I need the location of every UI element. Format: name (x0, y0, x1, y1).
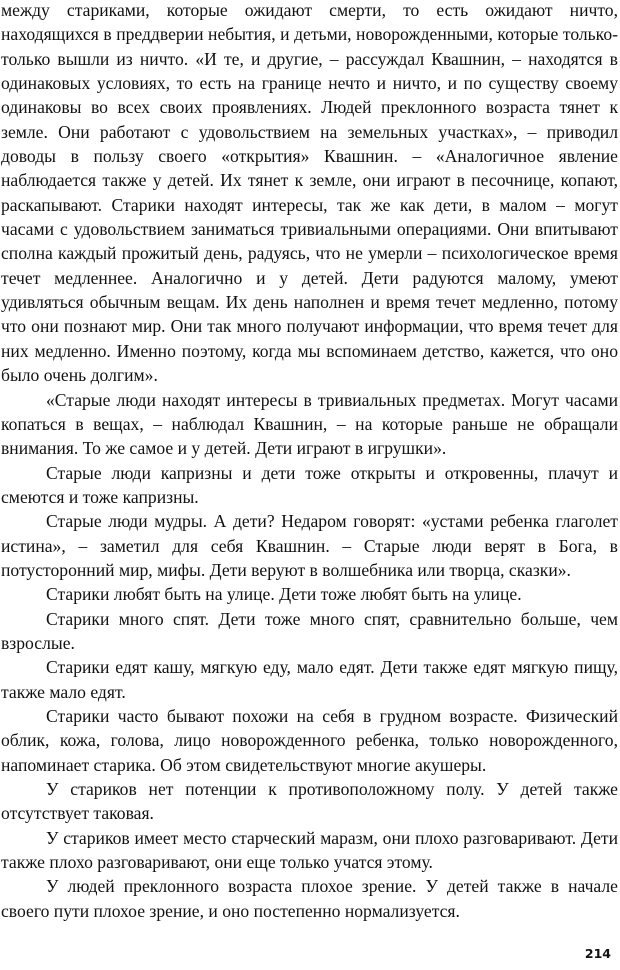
body-text (1, 0, 618, 923)
paragraph: «Старые люди находят интересы в тривиальных предметах. Могут часами копаться в вещах, – наблюдал Квашнин, – на которые раньше не обращали внимания. То же самое и у детей. Дети играют в игрушки». (1, 389, 618, 459)
paragraph: Старики много спят. Дети тоже много спят, сравнительно больше, чем взрослые. (1, 608, 618, 653)
paragraph-continued: между стариками, которые ожидают смерти, то есть ожидают ничто, находящихся в преддверии небытия, и детьми, новорожденными, которые только-только вышли из ничто. «И те, и другие, – рассуждал Квашнин, – находятся в одинаковых условиях, то есть на границе нечто и ничто, и по существу своему одинаковы во всех своих проявлениях. Людей преклонного возраста тянет к земле. Они работают с удовольствием на земельных участках», – приводил доводы в пользу своего «открытия» Квашнин. – «Аналогичное явление наблюдается также у детей. Их тянет к земле, они играют в песочнице, копают, раскапывают. Старики находят интересы, так же как дети, в малом – могут часами с удовольствием заниматься тривиальными операциями. Они впитывают сполна каждый прожитый день, радуясь, что не умерли – психологическое время течет медленнее. Аналогично и у детей. Дети радуются малому, умеют удивляться обычным вещам. Их день наполнен и время течет медленно, потому что они познают мир. Они так много получают информации, что время течет для них медленно. Именно поэтому, когда мы вспоминаем детство, кажется, что оно было очень долгим». (1, 0, 618, 386)
page-number: 214 (584, 946, 611, 961)
paragraph: Старики едят кашу, мягкую еду, мало едят. Дети также едят мягкую пищу, также мало едят. (1, 657, 618, 702)
paragraph: Старики часто бывают похожи на себя в грудном возрасте. Физический облик, кожа, голова, лицо новорожденного ребенка, только новорожденного, напоминает старика. Об этом свидетельствуют многие акушеры. (1, 705, 618, 775)
paragraph: Старые люди капризны и дети тоже открыты и откровенны, плачут и смеются и тоже капризны. (1, 462, 618, 507)
paragraph: У стариков имеет место старческий маразм, они плохо разговаривают. Дети также плохо разговаривают, они еще только учатся этому. (1, 827, 618, 873)
paragraph: У стариков нет потенции к противоположному полу. У детей также отсутствует таковая. (1, 779, 618, 824)
paragraph: Старики любят быть на улице. Дети тоже любят быть на улице. (46, 584, 522, 605)
paragraph: Старые люди мудры. А дети? Недаром говорят: «устами ребенка глаголет истина», – заметил для себя Квашнин. – Старые люди верят в Бога, в потусторонний мир, мифы. Дети веруют в волшебника или творца, сказки». (1, 511, 618, 580)
paragraph: У людей преклонного возраста плохое зрение. У детей также в начале своего пути плохое зрение, и оно постепенно нормализуется. (1, 876, 618, 921)
